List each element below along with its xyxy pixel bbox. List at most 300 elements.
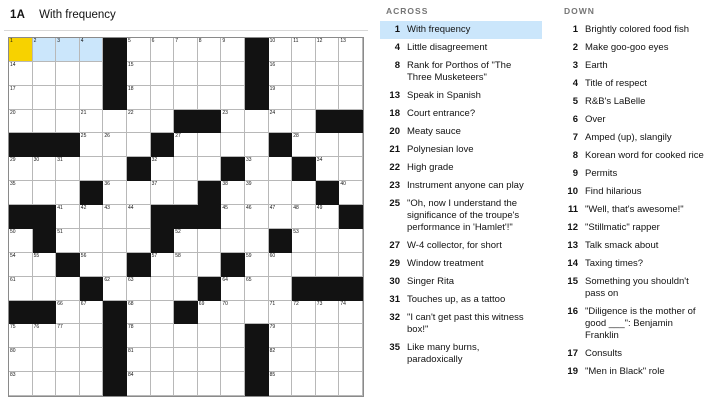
grid-cell[interactable] xyxy=(316,229,340,253)
grid-cell[interactable] xyxy=(198,38,222,62)
grid-cell[interactable] xyxy=(221,229,245,253)
clue-item[interactable] xyxy=(558,219,712,237)
grid-cell[interactable] xyxy=(174,62,198,86)
grid-cell xyxy=(198,205,222,229)
grid-cell-number: 74 xyxy=(340,300,346,307)
grid-cell[interactable] xyxy=(33,157,57,181)
grid-cell-number: 52 xyxy=(175,228,181,235)
grid-cell[interactable] xyxy=(80,372,104,396)
clue-item-number: 1 xyxy=(394,24,400,35)
grid-cell[interactable] xyxy=(316,157,340,181)
grid-cell[interactable] xyxy=(33,86,57,110)
grid-cell[interactable] xyxy=(198,301,222,325)
grid-cell[interactable] xyxy=(269,110,293,134)
grid-cell[interactable] xyxy=(9,86,33,110)
grid-cell[interactable] xyxy=(198,133,222,157)
clue-item[interactable] xyxy=(380,255,542,273)
grid-cell[interactable] xyxy=(339,253,363,277)
grid-cell[interactable] xyxy=(151,110,175,134)
grid-cell[interactable] xyxy=(292,253,316,277)
grid-cell[interactable] xyxy=(127,229,151,253)
clue-item[interactable] xyxy=(380,177,542,195)
grid-cell-number: 79 xyxy=(269,324,276,331)
grid-cell-number: 62 xyxy=(104,276,110,283)
clue-item-number: 5 xyxy=(572,96,578,107)
clue-item-text: Talk smack about xyxy=(585,240,659,251)
grid-cell[interactable] xyxy=(56,229,80,253)
clue-item-text: W-4 collector, for short xyxy=(407,240,502,251)
grid-cell xyxy=(103,86,127,110)
grid-cell[interactable] xyxy=(269,372,293,396)
grid-cell[interactable] xyxy=(245,253,269,277)
grid-cell[interactable] xyxy=(103,253,127,277)
grid-cell[interactable] xyxy=(221,324,245,348)
grid-cell[interactable] xyxy=(9,38,33,62)
grid-cell[interactable] xyxy=(56,110,80,134)
grid-cell[interactable] xyxy=(151,62,175,86)
grid-cell[interactable] xyxy=(9,157,33,181)
grid-cell[interactable] xyxy=(56,205,80,229)
grid-cell[interactable] xyxy=(9,229,33,253)
grid-cell-number: 35 xyxy=(10,181,16,188)
grid-cell-number: 24 xyxy=(269,109,276,116)
grid-cell[interactable] xyxy=(80,348,104,372)
grid-cell[interactable] xyxy=(174,38,198,62)
grid-cell-number: 75 xyxy=(10,324,16,331)
grid-wrapper xyxy=(0,37,372,397)
grid-cell[interactable] xyxy=(33,348,57,372)
grid-cell[interactable] xyxy=(292,372,316,396)
grid-cell[interactable] xyxy=(269,38,293,62)
grid-cell[interactable] xyxy=(151,372,175,396)
grid-cell-number: 49 xyxy=(316,205,323,212)
grid-cell[interactable] xyxy=(292,62,316,86)
grid-cell[interactable] xyxy=(33,253,57,277)
grid-cell-number: 1 xyxy=(10,38,13,44)
grid-cell[interactable] xyxy=(245,110,269,134)
grid-cell[interactable] xyxy=(269,157,293,181)
clue-item[interactable] xyxy=(558,165,712,183)
grid-cell[interactable] xyxy=(221,205,245,229)
down-column xyxy=(550,4,720,404)
grid-cell xyxy=(33,205,57,229)
grid-cell[interactable] xyxy=(9,253,33,277)
clue-item[interactable] xyxy=(380,273,542,291)
grid-cell[interactable] xyxy=(292,348,316,372)
grid-cell-number: 50 xyxy=(10,228,16,235)
grid-cell xyxy=(245,324,269,348)
clue-item-number: 8 xyxy=(572,150,578,161)
grid-cell[interactable] xyxy=(269,324,293,348)
grid-cell xyxy=(269,133,293,157)
grid-cell xyxy=(221,157,245,181)
grid-cell[interactable] xyxy=(80,86,104,110)
grid-cell[interactable] xyxy=(80,229,104,253)
grid-cell[interactable] xyxy=(292,229,316,253)
grid-cell[interactable] xyxy=(80,301,104,325)
clue-item[interactable] xyxy=(558,255,712,273)
grid-cell[interactable] xyxy=(80,62,104,86)
clue-item[interactable] xyxy=(558,237,712,255)
grid-cell[interactable] xyxy=(198,253,222,277)
clue-item-number: 35 xyxy=(389,342,400,353)
grid-cell[interactable] xyxy=(103,205,127,229)
grid-cell xyxy=(151,229,175,253)
grid-cell[interactable] xyxy=(56,301,80,325)
grid-cell-number: 67 xyxy=(80,300,87,307)
grid-cell[interactable] xyxy=(174,253,198,277)
grid-cell-number: 42 xyxy=(80,205,87,212)
grid-cell[interactable] xyxy=(316,253,340,277)
clue-item-text: Find hilarious xyxy=(585,186,642,197)
grid-cell[interactable] xyxy=(174,324,198,348)
grid-cell[interactable] xyxy=(198,324,222,348)
grid-cell[interactable] xyxy=(269,86,293,110)
grid-cell[interactable] xyxy=(221,348,245,372)
grid-cell[interactable] xyxy=(292,38,316,62)
grid-cell[interactable] xyxy=(339,372,363,396)
grid-cell[interactable] xyxy=(198,348,222,372)
grid-cell[interactable] xyxy=(103,110,127,134)
clue-item[interactable] xyxy=(558,273,712,303)
clue-item[interactable] xyxy=(380,39,542,57)
grid-cell[interactable] xyxy=(56,157,80,181)
grid-cell[interactable] xyxy=(339,301,363,325)
grid-cell[interactable] xyxy=(269,301,293,325)
grid-cell[interactable] xyxy=(174,157,198,181)
grid-cell[interactable] xyxy=(80,110,104,134)
grid-cell[interactable] xyxy=(245,301,269,325)
grid-cell[interactable] xyxy=(269,62,293,86)
current-clue-number: 1A xyxy=(10,9,26,21)
clue-item-number: 1 xyxy=(572,24,578,35)
clue-item[interactable] xyxy=(558,147,712,165)
grid-cell[interactable] xyxy=(269,253,293,277)
grid-cell[interactable] xyxy=(245,277,269,301)
grid-cell[interactable] xyxy=(245,133,269,157)
grid-cell[interactable] xyxy=(292,133,316,157)
grid-cell-number: 18 xyxy=(128,85,134,92)
clue-item[interactable] xyxy=(380,309,542,339)
grid-cell[interactable] xyxy=(221,62,245,86)
clue-item-number: 6 xyxy=(572,114,578,125)
clue-item-text: "Stillmatic" rapper xyxy=(585,222,660,233)
grid-cell[interactable] xyxy=(292,181,316,205)
grid-cell[interactable] xyxy=(221,38,245,62)
grid-cell-number: 71 xyxy=(269,300,276,307)
grid-cell[interactable] xyxy=(316,324,340,348)
grid-cell[interactable] xyxy=(33,110,57,134)
grid-cell-number: 43 xyxy=(104,205,110,212)
grid-cell[interactable] xyxy=(151,38,175,62)
clue-item[interactable] xyxy=(558,363,712,381)
clue-item[interactable] xyxy=(558,57,712,75)
grid-cell[interactable] xyxy=(292,324,316,348)
grid-cell[interactable] xyxy=(127,348,151,372)
grid-cell[interactable] xyxy=(9,324,33,348)
grid-cell[interactable] xyxy=(316,62,340,86)
grid-cell xyxy=(316,277,340,301)
grid-cell[interactable] xyxy=(198,62,222,86)
clue-item[interactable] xyxy=(558,183,712,201)
grid-cell[interactable] xyxy=(127,110,151,134)
grid-cell xyxy=(80,277,104,301)
clues-panel xyxy=(372,0,720,404)
clue-item-text: "Well, that's awesome!" xyxy=(585,204,684,215)
grid-cell[interactable] xyxy=(103,133,127,157)
grid-cell[interactable] xyxy=(127,181,151,205)
grid-cell[interactable] xyxy=(151,86,175,110)
grid-cell[interactable] xyxy=(269,181,293,205)
grid-cell[interactable] xyxy=(221,86,245,110)
clue-item-number: 16 xyxy=(567,306,578,317)
grid-cell[interactable] xyxy=(221,133,245,157)
grid-cell[interactable] xyxy=(174,277,198,301)
grid-cell[interactable] xyxy=(174,229,198,253)
grid-cell[interactable] xyxy=(33,372,57,396)
clue-item[interactable] xyxy=(380,339,542,369)
grid-cell-number: 61 xyxy=(10,276,16,283)
grid-cell[interactable] xyxy=(127,205,151,229)
grid-cell xyxy=(127,157,151,181)
clue-item-number: 15 xyxy=(567,276,578,287)
clue-item[interactable] xyxy=(558,111,712,129)
grid-cell[interactable] xyxy=(151,181,175,205)
clue-item[interactable] xyxy=(380,21,542,39)
grid-cell[interactable] xyxy=(127,372,151,396)
grid-cell-number: 22 xyxy=(128,109,134,116)
clue-item[interactable] xyxy=(380,87,542,105)
grid-cell[interactable] xyxy=(316,86,340,110)
grid-cell[interactable] xyxy=(316,348,340,372)
clue-item[interactable] xyxy=(558,39,712,57)
grid-cell[interactable] xyxy=(269,277,293,301)
clue-item-text: R&B's LaBelle xyxy=(585,96,646,107)
grid-cell-number: 29 xyxy=(10,157,16,164)
grid-cell[interactable] xyxy=(151,348,175,372)
grid-cell[interactable] xyxy=(9,348,33,372)
grid-cell[interactable] xyxy=(339,133,363,157)
across-column xyxy=(372,4,550,404)
grid-cell[interactable] xyxy=(127,301,151,325)
clue-item-text: Court entrance? xyxy=(407,108,476,119)
grid-cell[interactable] xyxy=(80,38,104,62)
down-clue-list[interactable] xyxy=(558,21,712,381)
grid-cell[interactable] xyxy=(103,157,127,181)
grid-cell-number: 2 xyxy=(33,38,37,44)
grid-cell[interactable] xyxy=(292,86,316,110)
grid-cell[interactable] xyxy=(151,253,175,277)
grid-cell[interactable] xyxy=(127,38,151,62)
grid-cell xyxy=(245,62,269,86)
clue-item[interactable] xyxy=(558,21,712,39)
clue-item[interactable] xyxy=(380,123,542,141)
grid-cell[interactable] xyxy=(56,38,80,62)
grid-cell[interactable] xyxy=(292,301,316,325)
clue-item[interactable] xyxy=(380,195,542,237)
grid-cell xyxy=(245,348,269,372)
grid-cell[interactable] xyxy=(56,86,80,110)
grid-cell[interactable] xyxy=(127,62,151,86)
clue-item[interactable] xyxy=(558,345,712,363)
clue-item-number: 4 xyxy=(394,42,400,53)
grid-cell[interactable] xyxy=(245,181,269,205)
grid-cell[interactable] xyxy=(316,38,340,62)
grid-cell xyxy=(198,181,222,205)
grid-cell[interactable] xyxy=(9,181,33,205)
grid-cell-number: 31 xyxy=(57,157,63,164)
grid-cell[interactable] xyxy=(339,157,363,181)
grid-cell[interactable] xyxy=(33,277,57,301)
clue-item[interactable] xyxy=(558,201,712,219)
grid-cell[interactable] xyxy=(174,133,198,157)
grid-cell[interactable] xyxy=(127,324,151,348)
grid-cell[interactable] xyxy=(245,229,269,253)
grid-cell-number: 53 xyxy=(293,228,299,235)
grid-cell[interactable] xyxy=(339,62,363,86)
clue-item[interactable] xyxy=(380,159,542,177)
grid-cell[interactable] xyxy=(339,38,363,62)
clue-item-text: Brightly colored food fish xyxy=(585,24,690,35)
grid-cell[interactable] xyxy=(339,86,363,110)
grid-cell-number: 33 xyxy=(246,157,252,164)
grid-cell[interactable] xyxy=(80,324,104,348)
grid-cell-number: 14 xyxy=(10,61,16,68)
clue-item[interactable] xyxy=(380,57,542,87)
grid-cell[interactable] xyxy=(316,301,340,325)
current-clue-text: With frequency xyxy=(39,9,116,21)
grid-cell xyxy=(151,205,175,229)
grid-cell-number: 3 xyxy=(57,38,60,44)
clue-item-number: 32 xyxy=(389,312,400,323)
grid-cell[interactable] xyxy=(174,372,198,396)
grid-cell[interactable] xyxy=(316,205,340,229)
grid-cell[interactable] xyxy=(80,133,104,157)
grid-cell[interactable] xyxy=(269,348,293,372)
clue-item[interactable] xyxy=(380,291,542,309)
grid-cell[interactable] xyxy=(221,277,245,301)
grid-cell[interactable] xyxy=(9,277,33,301)
grid-cell[interactable] xyxy=(269,205,293,229)
clue-item-number: 3 xyxy=(572,60,578,71)
grid-cell[interactable] xyxy=(174,181,198,205)
grid-cell[interactable] xyxy=(245,205,269,229)
grid-cell[interactable] xyxy=(198,86,222,110)
grid-cell[interactable] xyxy=(103,229,127,253)
grid-cell[interactable] xyxy=(339,181,363,205)
grid-cell[interactable] xyxy=(33,181,57,205)
grid-cell[interactable] xyxy=(127,133,151,157)
grid-cell[interactable] xyxy=(221,110,245,134)
clue-item[interactable] xyxy=(558,129,712,147)
grid-cell xyxy=(9,205,33,229)
grid-cell[interactable] xyxy=(56,348,80,372)
grid-cell[interactable] xyxy=(198,372,222,396)
across-clue-list[interactable] xyxy=(380,21,542,369)
grid-cell xyxy=(33,133,57,157)
grid-cell[interactable] xyxy=(245,157,269,181)
crossword-grid[interactable] xyxy=(8,37,364,397)
grid-cell[interactable] xyxy=(316,133,340,157)
clue-item-number: 19 xyxy=(567,366,578,377)
grid-cell[interactable] xyxy=(151,301,175,325)
clue-item[interactable] xyxy=(558,303,712,345)
grid-cell xyxy=(9,301,33,325)
grid-cell[interactable] xyxy=(316,372,340,396)
clue-item-number: 30 xyxy=(389,276,400,287)
grid-cell-number: 45 xyxy=(222,205,228,212)
grid-cell[interactable] xyxy=(151,277,175,301)
clue-item-text: Little disagreement xyxy=(407,42,488,53)
grid-cell[interactable] xyxy=(221,181,245,205)
grid-cell[interactable] xyxy=(33,38,57,62)
grid-cell[interactable] xyxy=(56,62,80,86)
grid-cell xyxy=(245,38,269,62)
grid-cell[interactable] xyxy=(339,348,363,372)
grid-cell xyxy=(198,277,222,301)
grid-cell[interactable] xyxy=(33,62,57,86)
grid-cell-number: 11 xyxy=(293,38,299,44)
grid-cell[interactable] xyxy=(174,86,198,110)
grid-cell[interactable] xyxy=(339,324,363,348)
grid-cell[interactable] xyxy=(292,205,316,229)
grid-cell[interactable] xyxy=(80,205,104,229)
grid-cell[interactable] xyxy=(56,277,80,301)
grid-cell[interactable] xyxy=(127,86,151,110)
grid-cell[interactable] xyxy=(151,157,175,181)
current-clue-bar[interactable] xyxy=(0,0,372,30)
grid-cell[interactable] xyxy=(9,372,33,396)
clue-item-text: Taxing times? xyxy=(585,258,644,269)
grid-cell[interactable] xyxy=(292,110,316,134)
grid-cell[interactable] xyxy=(198,157,222,181)
grid-cell-number: 5 xyxy=(128,38,131,44)
clue-item[interactable] xyxy=(558,75,712,93)
clue-item-number: 9 xyxy=(572,168,578,179)
grid-cell[interactable] xyxy=(221,301,245,325)
grid-cell[interactable] xyxy=(56,372,80,396)
clue-item[interactable] xyxy=(558,93,712,111)
clue-item[interactable] xyxy=(380,141,542,159)
grid-cell[interactable] xyxy=(33,324,57,348)
clue-item-text: "Oh, now I understand the significance of the troupe's performance in 'Hamlet'!" xyxy=(407,198,520,233)
grid-cell[interactable] xyxy=(339,229,363,253)
grid-cell[interactable] xyxy=(80,157,104,181)
grid-cell[interactable] xyxy=(198,229,222,253)
grid-cell[interactable] xyxy=(9,110,33,134)
grid-cell[interactable] xyxy=(127,277,151,301)
grid-cell-number: 6 xyxy=(151,38,155,44)
clue-item-number: 13 xyxy=(389,90,400,101)
clue-item-number: 13 xyxy=(567,240,578,251)
grid-cell xyxy=(103,324,127,348)
clue-item-number: 11 xyxy=(567,204,578,215)
grid-cell[interactable] xyxy=(151,324,175,348)
grid-cell[interactable] xyxy=(103,181,127,205)
grid-cell[interactable] xyxy=(80,253,104,277)
grid-cell-number: 78 xyxy=(128,324,134,331)
grid-cell[interactable] xyxy=(9,62,33,86)
clue-item-text: Singer Rita xyxy=(407,276,454,287)
clue-item[interactable] xyxy=(380,237,542,255)
grid-cell[interactable] xyxy=(103,277,127,301)
grid-cell[interactable] xyxy=(56,181,80,205)
grid-cell[interactable] xyxy=(56,324,80,348)
clue-item[interactable] xyxy=(380,105,542,123)
grid-cell-number: 70 xyxy=(222,300,228,307)
grid-cell[interactable] xyxy=(174,348,198,372)
grid-cell[interactable] xyxy=(221,372,245,396)
